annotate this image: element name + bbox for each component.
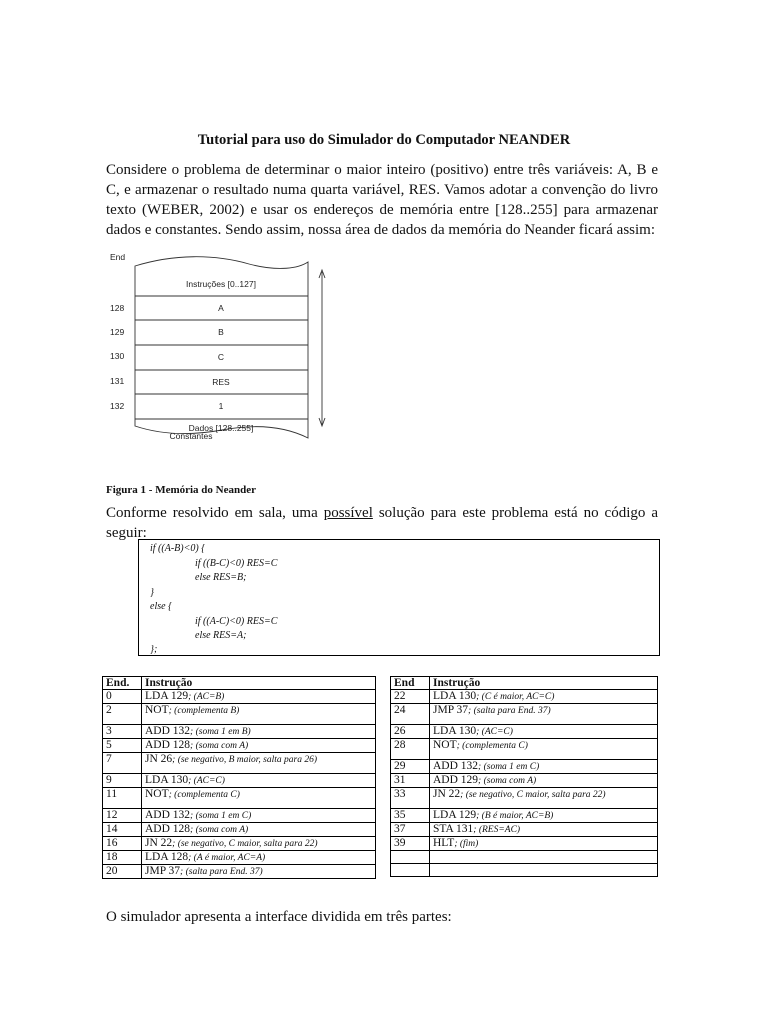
row-comment: ; (se negativo, C maior, salta para 22) <box>172 839 318 849</box>
table-row <box>103 788 376 809</box>
row-addr: 18 <box>103 851 142 865</box>
solution-text-underlined: possível <box>323 505 373 521</box>
table-row <box>103 774 376 788</box>
row-addr: 5 <box>103 739 142 753</box>
row-instr <box>430 864 658 877</box>
row-op: ADD 128 <box>145 739 191 751</box>
row-addr: 9 <box>103 774 142 788</box>
row-op: JN 22 <box>433 788 461 800</box>
row-addr: 33 <box>391 788 430 809</box>
row-instr <box>142 865 376 879</box>
row-addr: 24 <box>391 704 430 725</box>
solution-text-before: Conforme resolvido em sala, uma <box>106 505 324 521</box>
row-instr <box>430 774 658 788</box>
row-op: JMP 37 <box>433 704 469 716</box>
row-op: ADD 132 <box>433 760 479 772</box>
row-op: JN 22 <box>145 837 173 849</box>
code-line: }; <box>150 644 158 655</box>
row-comment: ; (soma com A) <box>478 776 537 786</box>
row-op: ADD 132 <box>145 809 191 821</box>
row-op: STA 131 <box>433 823 474 835</box>
row-instr <box>142 690 376 704</box>
row-instr <box>430 704 658 725</box>
solution-paragraph <box>106 503 658 543</box>
row-comment: ; (AC=C) <box>476 727 513 737</box>
code-line: if ((B-C)<0) RES=C <box>195 558 278 569</box>
table-row <box>103 753 376 774</box>
memory-cell-c: C <box>217 352 225 362</box>
table-row <box>103 837 376 851</box>
row-op: NOT <box>145 704 169 716</box>
row-instr <box>430 809 658 823</box>
program-table-left <box>102 676 376 879</box>
memory-addr-130: 130 <box>110 351 125 361</box>
table-row <box>391 760 658 774</box>
row-addr: 7 <box>103 753 142 774</box>
memory-addr-131: 131 <box>110 376 125 386</box>
row-addr: 12 <box>103 809 142 823</box>
row-addr: 37 <box>391 823 430 837</box>
row-op: ADD 128 <box>145 823 191 835</box>
table-row <box>391 788 658 809</box>
row-addr <box>391 851 430 864</box>
memory-diagram <box>104 248 344 480</box>
row-addr: 31 <box>391 774 430 788</box>
row-instr <box>142 753 376 774</box>
row-comment: ; (soma 1 em C) <box>478 762 540 772</box>
memory-addr-128: 128 <box>110 303 125 313</box>
row-addr: 3 <box>103 725 142 739</box>
row-instr <box>430 739 658 760</box>
solution-text-after: solução para este problema está no código a seguir: <box>106 505 658 541</box>
memory-cell-one: 1 <box>218 401 224 411</box>
row-comment: ; (se negativo, C maior, salta para 22) <box>460 790 606 800</box>
row-addr: 28 <box>391 739 430 760</box>
row-instr <box>142 809 376 823</box>
table-row <box>103 851 376 865</box>
memory-cell-res: RES <box>212 377 230 387</box>
row-instr <box>142 725 376 739</box>
row-comment: ; (fim) <box>454 839 479 849</box>
table-row <box>103 823 376 837</box>
row-addr: 35 <box>391 809 430 823</box>
table-row <box>391 809 658 823</box>
row-comment: ; (complementa C) <box>456 741 528 751</box>
memory-addr-132: 132 <box>110 401 125 411</box>
col-header-end: End. <box>103 677 142 690</box>
code-line: else { <box>150 601 173 612</box>
figure-caption: Figura 1 - Memória do Neander <box>106 484 256 496</box>
row-comment: ; (AC=C) <box>188 776 225 786</box>
row-instr <box>430 760 658 774</box>
row-instr <box>430 690 658 704</box>
row-comment: ; (C é maior, AC=C) <box>476 692 555 702</box>
table-row <box>103 690 376 704</box>
row-comment: ; (A é maior, AC=A) <box>188 853 266 863</box>
memory-cell-a: A <box>218 303 224 313</box>
row-comment: ; (soma com A) <box>190 825 249 835</box>
row-comment: ; (complementa B) <box>168 706 240 716</box>
row-instr <box>142 837 376 851</box>
row-op: LDA 130 <box>145 774 189 786</box>
table-row <box>391 837 658 851</box>
row-instr <box>142 739 376 753</box>
table-row <box>103 809 376 823</box>
row-instr <box>142 851 376 865</box>
row-op: LDA 130 <box>433 690 477 702</box>
row-comment: ; (complementa C) <box>168 790 240 800</box>
row-addr: 11 <box>103 788 142 809</box>
row-comment: ; (salta para End. 37) <box>468 706 551 716</box>
code-line: else RES=A; <box>195 630 247 641</box>
intro-paragraph: Considere o problema de determinar o maior inteiro (positivo) entre três variáveis: A, B e C, e armazenar o resultado numa quarta variável, RES. Vamos adotar a convenção do livro texto (WEBER, 2002) e usar os endereços de memória entre [128..255] para armazenar dados e constantes. Sendo assim, nossa área de dados da memória do Neander ficará assim: <box>106 162 658 238</box>
row-op: NOT <box>145 788 169 800</box>
memory-constants-region: Constantes <box>169 431 213 441</box>
col-header-instrucao: Instrução <box>430 677 658 690</box>
row-instr <box>430 788 658 809</box>
row-addr <box>391 864 430 877</box>
table-row <box>391 690 658 704</box>
row-comment: ; (B é maior, AC=B) <box>476 811 554 821</box>
row-addr: 0 <box>103 690 142 704</box>
row-addr: 39 <box>391 837 430 851</box>
document-title: Tutorial para uso do Simulador do Computador NEANDER <box>197 132 571 148</box>
table-row <box>391 774 658 788</box>
row-instr <box>430 837 658 851</box>
code-line: } <box>150 587 154 598</box>
row-instr <box>142 788 376 809</box>
code-line: else RES=B; <box>195 572 247 583</box>
row-instr <box>430 823 658 837</box>
row-op: LDA 128 <box>145 851 189 863</box>
table-row <box>391 851 658 864</box>
row-comment: ; (soma 1 em C) <box>190 811 252 821</box>
row-op: HLT <box>433 837 455 849</box>
row-instr <box>430 851 658 864</box>
row-op: LDA 130 <box>433 725 477 737</box>
row-addr: 29 <box>391 760 430 774</box>
table-row <box>103 704 376 725</box>
row-op: LDA 129 <box>145 690 189 702</box>
row-op: JN 26 <box>145 753 173 765</box>
row-addr: 22 <box>391 690 430 704</box>
row-addr: 2 <box>103 704 142 725</box>
row-comment: ; (RES=AC) <box>473 825 521 835</box>
code-line: if ((A-C)<0) RES=C <box>195 616 278 627</box>
row-instr <box>142 704 376 725</box>
program-table-right <box>390 676 658 877</box>
table-row <box>103 865 376 879</box>
row-addr: 16 <box>103 837 142 851</box>
memory-addr-129: 129 <box>110 327 125 337</box>
row-addr: 26 <box>391 725 430 739</box>
table-row <box>391 739 658 760</box>
row-instr <box>142 774 376 788</box>
memory-instructions-region: Instruções [0..127] <box>186 279 256 289</box>
table-row <box>391 725 658 739</box>
table-row <box>391 704 658 725</box>
table-row <box>103 725 376 739</box>
row-instr <box>430 725 658 739</box>
row-addr: 20 <box>103 865 142 879</box>
row-comment: ; (AC=B) <box>188 692 225 702</box>
table-row <box>103 739 376 753</box>
row-op: ADD 129 <box>433 774 479 786</box>
memory-cell-b: B <box>218 327 224 337</box>
col-header-end: End <box>391 677 430 690</box>
memory-end-header: End <box>110 252 126 262</box>
closing-paragraph: O simulador apresenta a interface dividida em três partes: <box>106 909 452 925</box>
row-instr <box>142 823 376 837</box>
row-op: ADD 132 <box>145 725 191 737</box>
row-op: JMP 37 <box>145 865 181 877</box>
row-op: LDA 129 <box>433 809 477 821</box>
row-op: NOT <box>433 739 457 751</box>
row-addr: 14 <box>103 823 142 837</box>
code-box <box>138 539 660 656</box>
row-comment: ; (se negativo, B maior, salta para 26) <box>172 755 318 765</box>
memory-data-region: Dados [128..255] <box>188 423 254 433</box>
row-comment: ; (soma com A) <box>190 741 249 751</box>
col-header-instrucao: Instrução <box>142 677 376 690</box>
table-row <box>391 823 658 837</box>
row-comment: ; (salta para End. 37) <box>180 867 263 877</box>
table-row <box>391 864 658 877</box>
row-comment: ; (soma 1 em B) <box>190 727 251 737</box>
code-line: if ((A-B)<0) { <box>150 543 206 554</box>
